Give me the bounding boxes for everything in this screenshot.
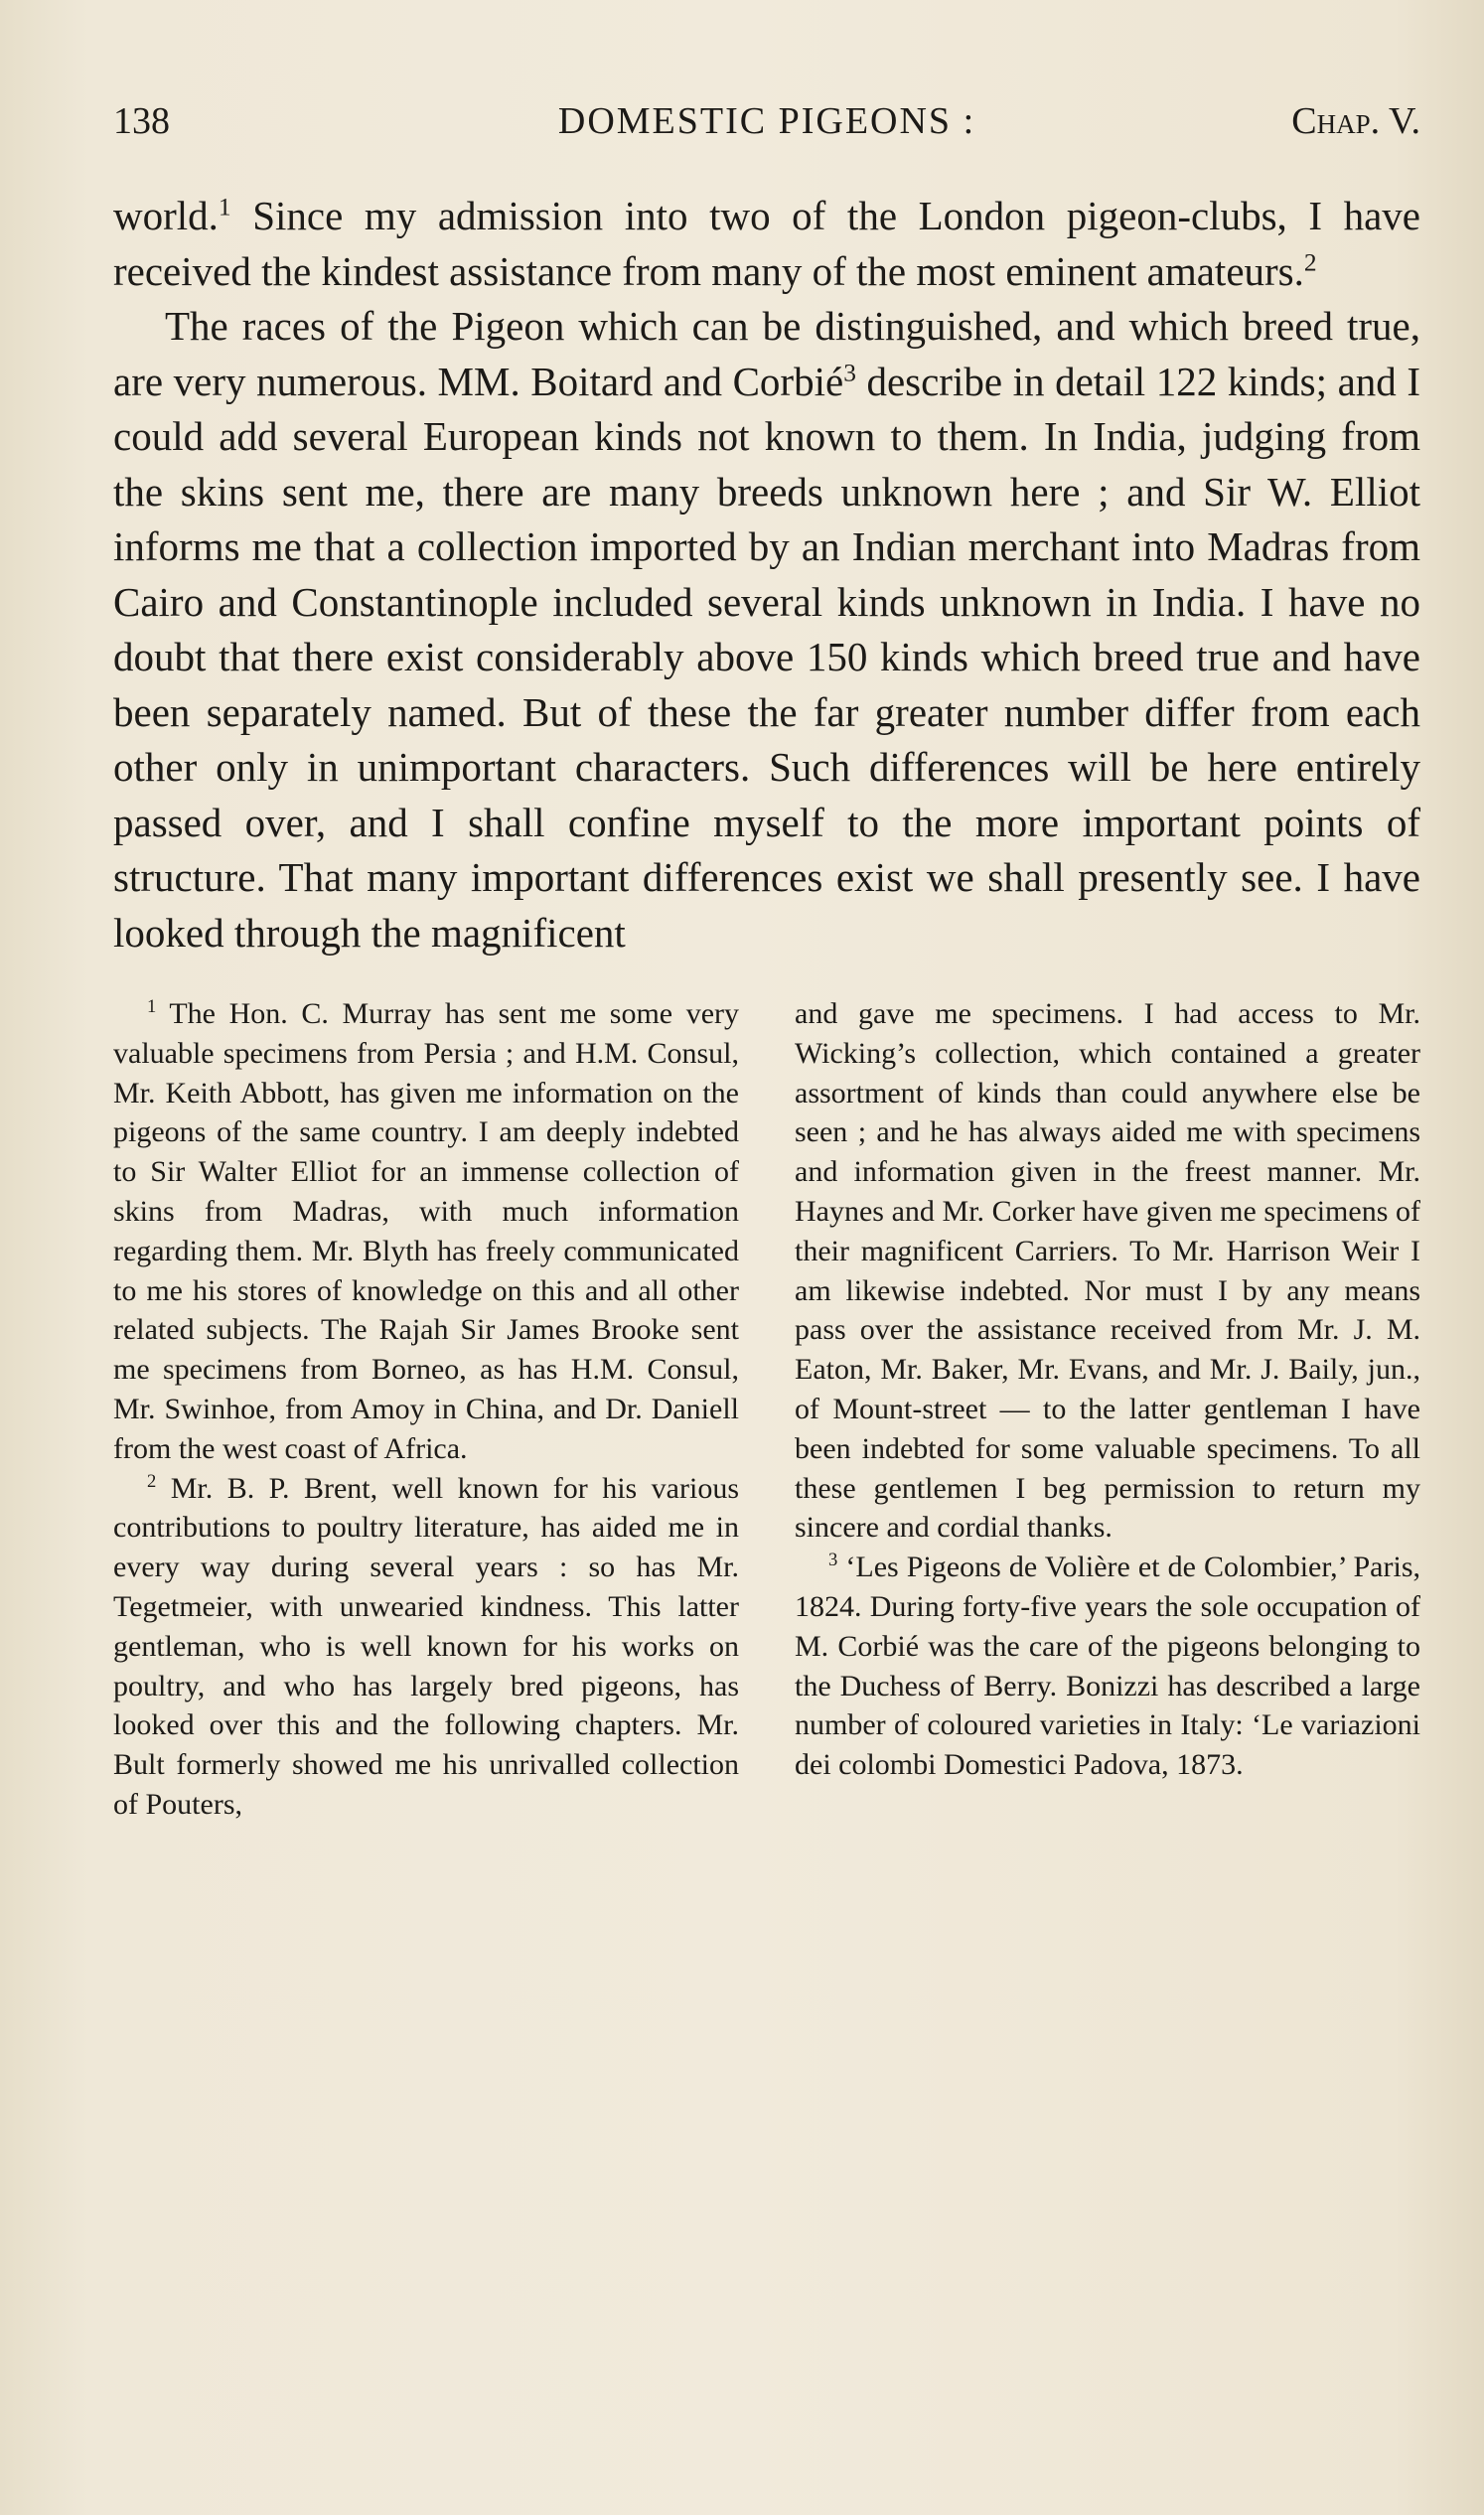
footnote-3 (795, 1548, 1420, 1785)
footnote-3-marker: 3 (828, 1550, 838, 1571)
paragraph-2-body: describe in detail 122 kinds; and I could add several European kinds not known to them. In India, judging from the skins sent me, there are many breeds unknown here ; and Sir W. Elliot informs me that a collection imported by an Indian merchant into Madras from Cairo and Constantinople included several kinds unknown in India. I have no doubt that there exist considerably above 150 kinds which breed true and have been separately named. But of these the far greater number differ from each other only in unimportant characters. Such differences will be here entirely passed over, and I shall confine myself to the more important points of structure. That many important differences exist we shall presently see. I have looked through the magnificent (113, 358, 1420, 956)
footnote-3-text: ‘Les Pigeons de Volière et de Colombier,’ Paris, 1824. During forty-five years the sole occupation of M. Corbié was the care of the pigeons belonging to the Duchess of Berry. Bonizzi has described a large number of coloured varieties in Italy: ‘Le variazioni dei colombi Domestici Padova, 1873. (795, 1551, 1420, 1782)
footnote-ref-2: 2 (1303, 247, 1317, 276)
footnotes (113, 994, 1420, 1825)
paragraph-1-body: Since my admission into two of the London pigeon-clubs, I have received the kindest assistance from many of the most eminent amateurs. (113, 193, 1420, 294)
paragraph-1-start: world. (113, 193, 219, 238)
footnote-2-text: Mr. B. P. Brent, well known for his various contributions to poultry literature, has aided me in every way during several years : so has Mr. Tegetmeier, with unwearied kindness. This latter gentleman, who is well known for his works on poultry, and who has largely bred pigeons, has looked over this and the following chapters. Mr. Bult formerly showed me his unrivalled collection of Pouters, (113, 1471, 739, 1821)
running-title: DOMESTIC PIGEONS : (557, 100, 976, 142)
paragraph-2-start: The races of the Pigeon which can be distinguished, and which breed true, are very numerous. MM. Boitard and Corbié (113, 303, 1420, 404)
footnote-2-marker: 2 (147, 1470, 157, 1492)
footnote-2 (113, 1469, 739, 1825)
footnote-1 (113, 994, 739, 1469)
footnote-column-left (113, 994, 739, 1825)
footnote-column-right (795, 994, 1420, 1825)
main-text (113, 189, 1420, 961)
page-number: 138 (113, 100, 170, 142)
footnote-1-marker: 1 (147, 996, 157, 1017)
footnote-ref-1: 1 (218, 193, 231, 222)
footnote-1-text: The Hon. C. Murray has sent me some very valuable specimens from Persia ; and H.M. Consul, Mr. Keith Abbott, has given me information on the pigeons of the same country. I am deeply indebted to Sir Walter Elliot for an immense collection of skins from Madras, with much information regarding them. Mr. Blyth has freely communicated to me his stores of knowledge on this and all other related subjects. The Rajah Sir James Brooke sent me specimens from Borneo, as has H.M. Consul, Mr. Swinhoe, from Amoy in China, and Dr. Daniell from the west coast of Africa. (113, 997, 739, 1465)
chapter-label: Chap. V. (1291, 100, 1420, 142)
footnote-2-continued: and gave me specimens. I had access to Mr. Wicking’s collection, which contained a greater assortment of kinds than could anywhere else be seen ; and he has always aided me with specimens and information given in the freest manner. Mr. Haynes and Mr. Corker have given me specimens of their magnificent Carriers. To Mr. Harrison Weir I am likewise indebted. Nor must I by any means pass over the assistance received from Mr. J. M. Eaton, Mr. Baker, Mr. Evans, and Mr. J. Baily, jun., of Mount-street — to the latter gentleman I have been indebted for some valuable specimens. To all these gentlemen I beg permission to return my sincere and cordial thanks. (795, 997, 1420, 1545)
paragraph-2 (113, 299, 1420, 961)
footnote-ref-3: 3 (843, 358, 856, 386)
paragraph-1 (113, 189, 1420, 299)
running-head (113, 95, 1420, 147)
